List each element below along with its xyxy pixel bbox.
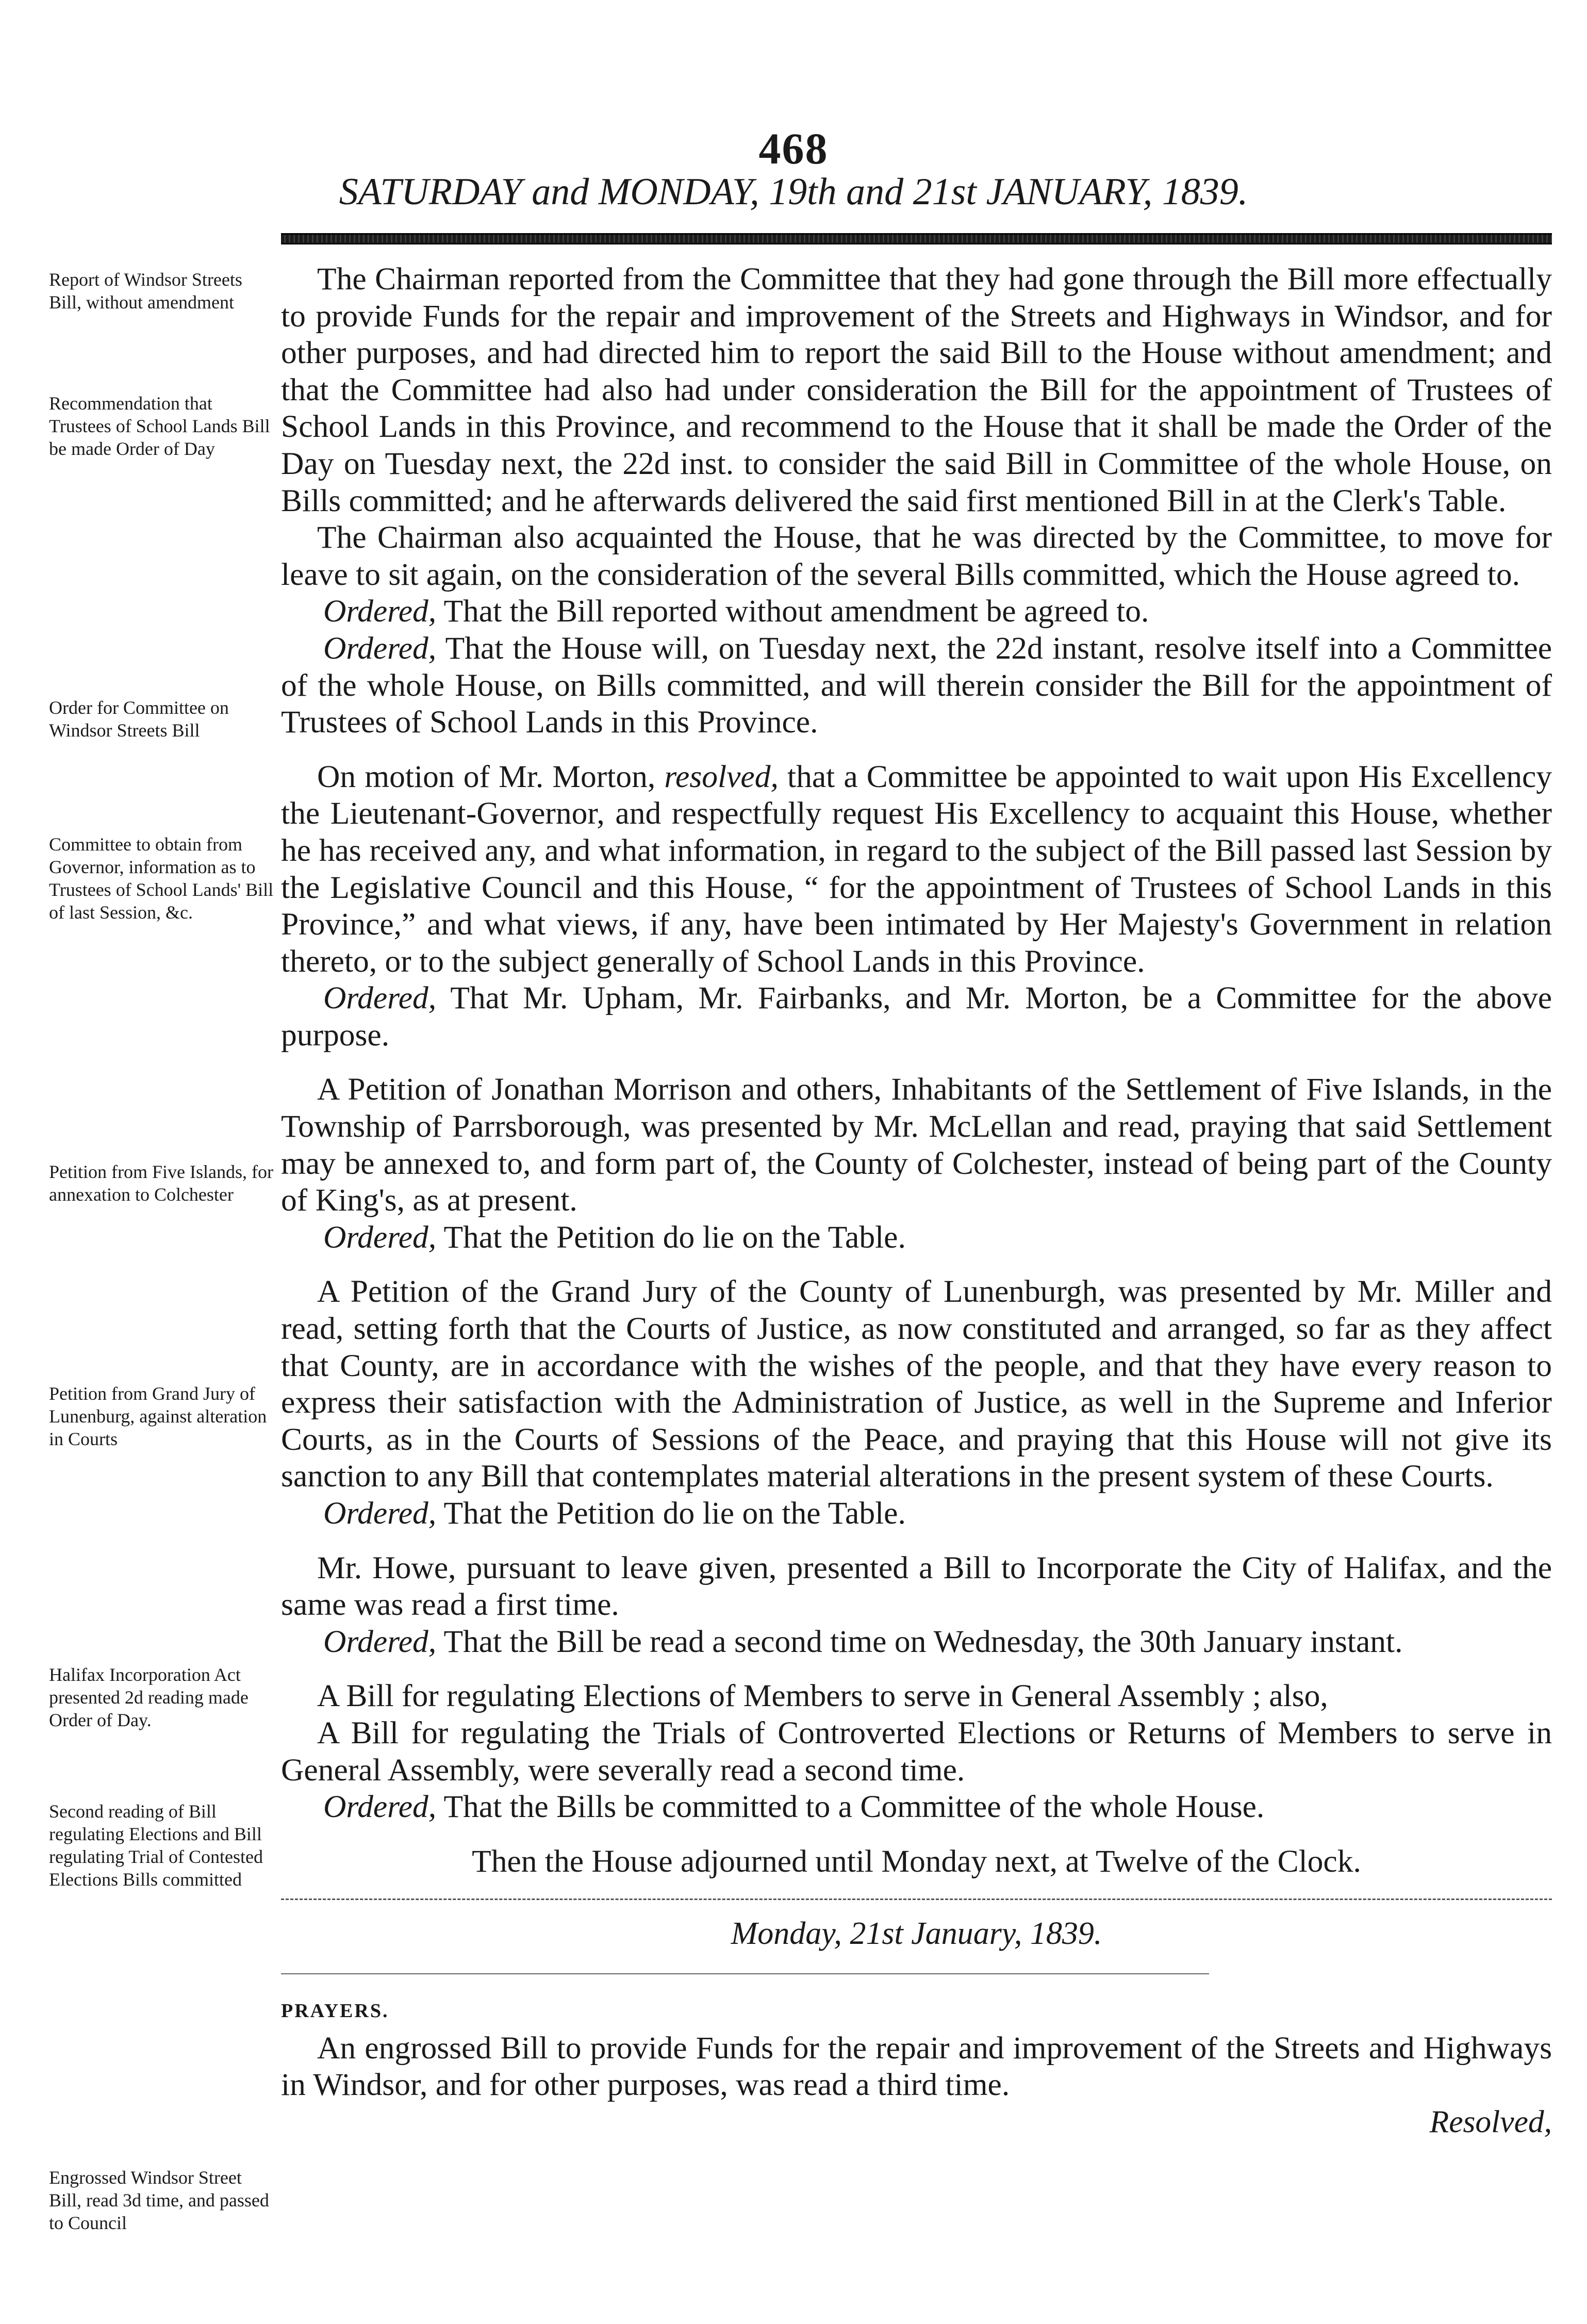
margin-note-windsor-committee: Order for Committee on Windsor Streets Bill [49, 697, 229, 741]
short-divider [281, 1973, 1209, 1974]
paragraph-text: That the Petition do lie on the Table. [436, 1496, 906, 1531]
paragraph [281, 1624, 1552, 1661]
paragraph-text: That the Bill be read a second time on Wednesday, the 30th January instant. [436, 1624, 1403, 1659]
resolved-label: resolved, [664, 759, 779, 794]
paragraph-text: On motion of Mr. Morton, [317, 759, 665, 794]
ordered-label: Ordered, [323, 1496, 437, 1531]
margin-note-five-islands: Petition from Five Islands, for annexation to Colchester [49, 1161, 273, 1205]
paragraph: A Bill for regulating the Trials of Controverted Elections or Returns of Members to serve in General Assembly, were severally read a second time. [281, 1715, 1552, 1788]
sub-date-heading: Monday, 21st January, 1839. [731, 1916, 1102, 1952]
paragraph [281, 980, 1552, 1054]
journal-body [281, 261, 1552, 2140]
margin-note-school-lands: Recommendation that Trustees of School Lands Bill be made Order of Day [49, 393, 270, 459]
paragraph-text: That Mr. Upham, Mr. Fairbanks, and Mr. Morton, be a Committee for the above purpose. [281, 980, 1552, 1053]
margin-note-engrossed: Engrossed Windsor Street Bill, read 3d time, and passed to Council [49, 2167, 269, 2233]
paragraph-text: That the Bill reported without amendment be agreed to. [436, 594, 1149, 629]
paragraph-text: That the Petition do lie on the Table. [436, 1219, 906, 1255]
paragraph: An engrossed Bill to provide Funds for the repair and improvement of the Streets and Highways in Windsor, and for other purposes, was read a third time. [281, 2030, 1552, 2103]
paragraph-text: that a Committee be appointed to wait upon His Excellency the Lieutenant-Governor, and respectfully request His Excellency to acquaint this House, whether he has received any, and what information, in regard to the subject of the Bill passed last Session by the Legislative Council and this House, “ for the appointment of Trustees of School Lands in this Province,” and what views, if any, have been intimated by Her Majesty's Government in relation thereto, or to the subject generally of School Lands in this Province. [281, 759, 1552, 979]
margin-note-halifax: Halifax Incorporation Act presented 2d reading made Order of Day. [49, 1664, 249, 1730]
paragraph: A Petition of Jonathan Morrison and others, Inhabitants of the Settlement of Five Islands, in the Township of Parrsborough, was presented by Mr. McLellan and read, praying that said Settlement may be annexed to, and form part of, the County of Colchester, instead of being part of the County of King's, as at present. [281, 1072, 1552, 1218]
paragraph: The Chairman also acquainted the House, that he was directed by the Committee, to move for leave to sit again, on the consideration of the several Bills committed, which the House agreed to. [281, 520, 1552, 592]
paragraph-text: That the House will, on Tuesday next, the 22d instant, resolve itself into a Committee of the whole House, on Bills committed, and will therein consider the Bill for the appointment of Trustees of School Lands in this Province. [281, 630, 1552, 740]
paragraph: The Chairman reported from the Committee that they had gone through the Bill more effectually to provide Funds for the repair and improvement of the Streets and Highways in Windsor, and for other purposes, and had directed him to report the said Bill to the House without amendment; and that the Committee had also had under consideration the Bill for the appointment of Trustees of School Lands in this Province, and recommend to the House that it shall be made the Order of the Day on Tuesday next, the 22d inst. to consider the said Bill in Committee of the whole House, on Bills committed; and he afterwards delivered the said first mentioned Bill in at the Clerk's Table. [281, 261, 1552, 518]
paragraph-text: That the Bills be committed to a Committee of the whole House. [436, 1789, 1265, 1825]
header-rule [281, 233, 1552, 244]
ordered-label: Ordered, [323, 1624, 437, 1659]
ordered-label: Ordered, [323, 980, 437, 1016]
margin-note-windsor-report: Report of Windsor Streets Bill, without amendment [49, 269, 242, 313]
ordered-label: Ordered, [323, 1789, 437, 1825]
ordered-label: Ordered, [323, 594, 437, 629]
paragraph [281, 1495, 1552, 1532]
paragraph [281, 759, 1552, 980]
adjournment-line: Then the House adjourned until Monday next, at Twelve of the Clock. [472, 1843, 1361, 1879]
paragraph: A Petition of the Grand Jury of the County of Lunenburgh, was presented by Mr. Miller and read, setting forth that the Courts of Justice, as now constituted and arranged, so far as they affect that County, are in accordance with the wishes of the people, and that they have every reason to express their satisfaction with the Administration of Justice, as well in the Supreme and Inferior Courts, as in the Courts of Sessions of the Peace, and praying that this House will not give its sanction to any Bill that contemplates material alterations in the present system of these Courts. [281, 1274, 1552, 1494]
paragraph [281, 1789, 1552, 1826]
margin-note-lunenburg: Petition from Grand Jury of Lunenburg, against alteration in Courts [49, 1383, 267, 1449]
paragraph [281, 1219, 1552, 1256]
margin-note-elections: Second reading of Bill regulating Elections and Bill regulating Trial of Contested Elections Bills committed [49, 1801, 263, 1890]
margin-note-governor-info: Committee to obtain from Governor, information as to Trustees of School Lands' Bill of last Session, &c. [49, 834, 274, 923]
section-divider [281, 1899, 1552, 1900]
page-number: 468 [758, 124, 829, 173]
catchword: Resolved, [1429, 2104, 1552, 2139]
paragraph [281, 630, 1552, 741]
paragraph: A Bill for regulating Elections of Members to serve in General Assembly ; also, [317, 1678, 1328, 1714]
ordered-label: Ordered, [323, 1219, 437, 1255]
page-title: SATURDAY and MONDAY, 19th and 21st JANUARY, 1839. [339, 171, 1248, 213]
paragraph [281, 593, 1552, 630]
prayers-heading: PRAYERS. [281, 2000, 389, 2022]
paragraph: Mr. Howe, pursuant to leave given, presented a Bill to Incorporate the City of Halifax, and the same was read a first time. [281, 1550, 1552, 1623]
ordered-label: Ordered, [323, 630, 437, 666]
